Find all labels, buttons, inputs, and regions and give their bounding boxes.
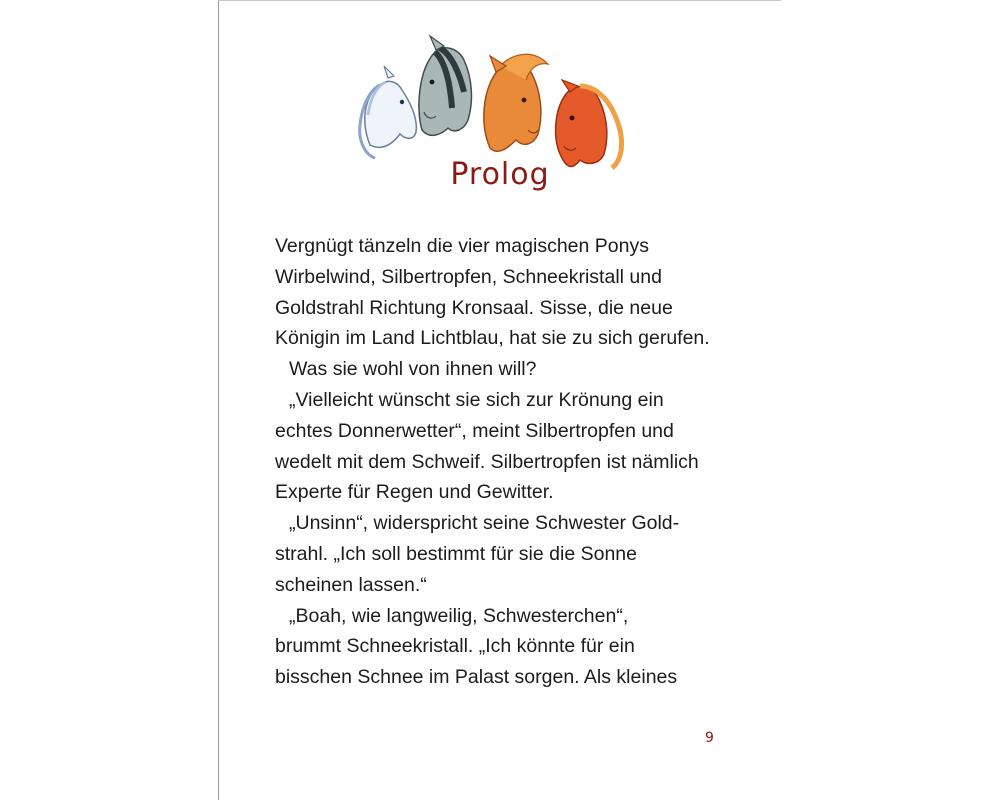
page-top-line bbox=[218, 0, 781, 1]
text-line: Goldstrahl Richtung Kronsaal. Sisse, die neue bbox=[275, 296, 673, 319]
text-line: Experte für Regen und Gewitter. bbox=[275, 481, 554, 504]
white-pony-icon bbox=[360, 66, 417, 158]
page-number: 9 bbox=[705, 730, 714, 746]
text-line: Was sie wohl von ihnen will? bbox=[289, 358, 537, 381]
text-line: „Boah, wie langweilig, Schwesterchen“, bbox=[289, 604, 629, 627]
text-line: Wirbelwind, Silbertropfen, Schneekristall und bbox=[275, 265, 662, 288]
body-text bbox=[275, 231, 735, 693]
text-line: bisschen Schnee im Palast sorgen. Als kleines bbox=[275, 666, 678, 689]
text-line: „Vielleicht wünscht sie sich zur Krönung ein bbox=[289, 388, 664, 411]
text-line: „Unsinn“, widerspricht seine Schwester Gold- bbox=[289, 512, 680, 535]
page-edge-line bbox=[218, 0, 219, 800]
text-line: brummt Schneekristall. „Ich könnte für ein bbox=[275, 635, 635, 658]
text-line: Königin im Land Lichtblau, hat sie zu sich gerufen. bbox=[275, 327, 710, 350]
text-line: scheinen lassen.“ bbox=[275, 573, 427, 596]
grey-pony-icon bbox=[419, 36, 472, 135]
red-pony-icon bbox=[556, 80, 622, 168]
text-line: strahl. „Ich soll bestimmt für sie die Sonne bbox=[275, 542, 637, 565]
orange-pony-icon bbox=[484, 54, 548, 151]
chapter-title: Prolog bbox=[450, 157, 550, 192]
text-line: echtes Donnerwetter“, meint Silbertropfen und bbox=[275, 419, 674, 442]
text-line: wedelt mit dem Schweif. Silbertropfen ist nämlich bbox=[275, 450, 699, 473]
text-line: Vergnügt tänzeln die vier magischen Ponys bbox=[275, 235, 649, 257]
